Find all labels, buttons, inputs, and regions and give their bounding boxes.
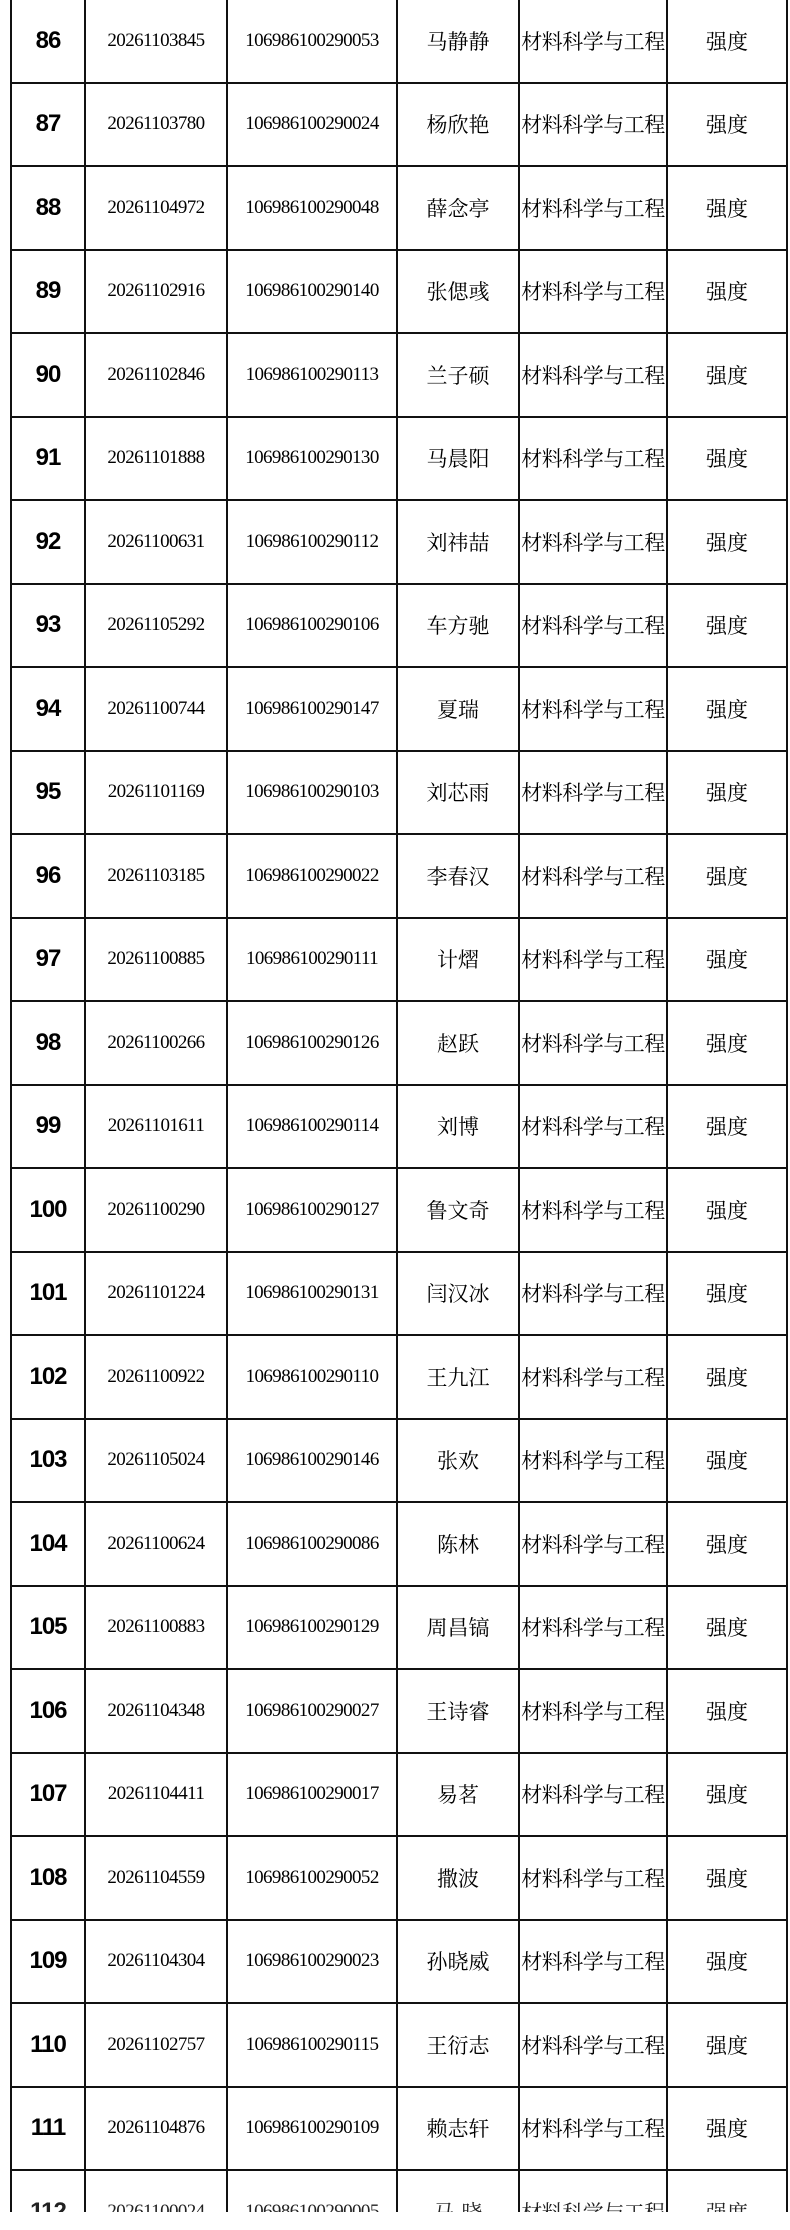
row-index-cell: 96	[11, 834, 85, 918]
exam-number-cell: 20261104876	[85, 2087, 227, 2171]
candidate-code-cell: 106986100290131	[227, 1252, 397, 1336]
major-cell: 材料科学与工程	[519, 1085, 667, 1169]
row-index-cell: 106	[11, 1669, 85, 1753]
row-index-cell: 103	[11, 1419, 85, 1503]
student-name-cell: 夏瑞	[397, 667, 519, 751]
table-row	[11, 333, 787, 417]
table-row	[11, 584, 787, 668]
major-cell: 材料科学与工程	[519, 1753, 667, 1837]
exam-number-cell: 20261100744	[85, 667, 227, 751]
table-row	[11, 1753, 787, 1837]
exam-number-cell: 20261100624	[85, 1502, 227, 1586]
direction-cell: 强度	[667, 834, 787, 918]
exam-number-cell: 20261103185	[85, 834, 227, 918]
student-name-cell: 鲁文奇	[397, 1168, 519, 1252]
direction-cell: 强度	[667, 83, 787, 167]
table-row	[11, 1920, 787, 2004]
exam-number-cell: 20261100922	[85, 1335, 227, 1419]
student-name-cell: 王诗睿	[397, 1669, 519, 1753]
major-cell: 材料科学与工程	[519, 1252, 667, 1336]
candidate-code-cell: 106986100290147	[227, 667, 397, 751]
exam-number-cell: 20261102846	[85, 333, 227, 417]
student-name-cell: 马晨阳	[397, 417, 519, 501]
candidate-code-cell: 106986100290111	[227, 918, 397, 1002]
direction-cell: 强度	[667, 417, 787, 501]
candidate-code-cell: 106986100290048	[227, 166, 397, 250]
candidate-code-cell: 106986100290129	[227, 1586, 397, 1670]
student-name-cell: 周昌镐	[397, 1586, 519, 1670]
direction-cell: 强度	[667, 1502, 787, 1586]
student-name-cell: 孙晓威	[397, 1920, 519, 2004]
direction-cell: 强度	[667, 918, 787, 1002]
table-row	[11, 83, 787, 167]
direction-cell: 强度	[667, 584, 787, 668]
row-index-cell: 91	[11, 417, 85, 501]
candidate-code-cell: 106986100290086	[227, 1502, 397, 1586]
student-name-cell: 王九江	[397, 1335, 519, 1419]
direction-cell: 强度	[667, 333, 787, 417]
candidate-code-cell: 106986100290106	[227, 584, 397, 668]
student-name-cell: 赖志轩	[397, 2087, 519, 2171]
direction-cell: 强度	[667, 1419, 787, 1503]
direction-cell: 强度	[667, 751, 787, 835]
major-cell: 材料科学与工程	[519, 1001, 667, 1085]
student-name-cell: 陈林	[397, 1502, 519, 1586]
direction-cell: 强度	[667, 0, 787, 83]
student-name-cell: 车方驰	[397, 584, 519, 668]
table-row	[11, 1586, 787, 1670]
table-row	[11, 1836, 787, 1920]
exam-number-cell: 20261103845	[85, 0, 227, 83]
major-cell: 材料科学与工程	[519, 250, 667, 334]
student-name-cell: 撒波	[397, 1836, 519, 1920]
row-index-cell: 110	[11, 2003, 85, 2087]
major-cell: 材料科学与工程	[519, 1502, 667, 1586]
candidate-code-cell: 106986100290114	[227, 1085, 397, 1169]
candidate-code-cell: 106986100290110	[227, 1335, 397, 1419]
direction-cell: 强度	[667, 1252, 787, 1336]
table-row	[11, 417, 787, 501]
candidate-code-cell: 106986100290115	[227, 2003, 397, 2087]
major-cell: 材料科学与工程	[519, 1168, 667, 1252]
major-cell: 材料科学与工程	[519, 834, 667, 918]
exam-number-cell: 20261104559	[85, 1836, 227, 1920]
direction-cell: 强度	[667, 2003, 787, 2087]
student-name-cell: 张欢	[397, 1419, 519, 1503]
exam-number-cell: 20261100290	[85, 1168, 227, 1252]
table-row	[11, 1252, 787, 1336]
candidate-code-cell: 106986100290140	[227, 250, 397, 334]
student-name-cell: 马静静	[397, 0, 519, 83]
table-row	[11, 751, 787, 835]
row-index-cell: 101	[11, 1252, 85, 1336]
candidate-code-cell: 106986100290112	[227, 500, 397, 584]
row-index-cell: 102	[11, 1335, 85, 1419]
major-cell: 材料科学与工程	[519, 1920, 667, 2004]
student-name-cell: 闫汉冰	[397, 1252, 519, 1336]
candidate-code-cell: 106986100290052	[227, 1836, 397, 1920]
student-name-cell: 王衍志	[397, 2003, 519, 2087]
major-cell: 材料科学与工程	[519, 918, 667, 1002]
major-cell: 材料科学与工程	[519, 0, 667, 83]
exam-number-cell: 20261102916	[85, 250, 227, 334]
row-index-cell: 99	[11, 1085, 85, 1169]
student-name-cell: 张偲彧	[397, 250, 519, 334]
candidate-code-cell: 106986100290023	[227, 1920, 397, 2004]
exam-number-cell: 20261104304	[85, 1920, 227, 2004]
student-name-cell: 薛念亭	[397, 166, 519, 250]
major-cell: 材料科学与工程	[519, 417, 667, 501]
major-cell: 材料科学与工程	[519, 1669, 667, 1753]
row-index-cell: 107	[11, 1753, 85, 1837]
exam-number-cell: 20261104972	[85, 166, 227, 250]
student-name-cell: 易茗	[397, 1753, 519, 1837]
table-row	[11, 0, 787, 83]
student-name-cell: 刘芯雨	[397, 751, 519, 835]
table-row	[11, 1001, 787, 1085]
major-cell: 材料科学与工程	[519, 1419, 667, 1503]
table-row	[11, 166, 787, 250]
major-cell: 材料科学与工程	[519, 667, 667, 751]
candidate-code-cell: 106986100290130	[227, 417, 397, 501]
direction-cell: 强度	[667, 1836, 787, 1920]
candidate-code-cell: 106986100290053	[227, 0, 397, 83]
direction-cell: 强度	[667, 1753, 787, 1837]
student-name-cell: 杨欣艳	[397, 83, 519, 167]
direction-cell: 强度	[667, 667, 787, 751]
student-name-cell: 李春汉	[397, 834, 519, 918]
row-index-cell: 92	[11, 500, 85, 584]
exam-number-cell: 20261100631	[85, 500, 227, 584]
candidate-code-cell: 106986100290113	[227, 333, 397, 417]
row-index-cell: 98	[11, 1001, 85, 1085]
row-index-cell: 88	[11, 166, 85, 250]
table-row	[11, 667, 787, 751]
candidate-code-cell: 106986100290022	[227, 834, 397, 918]
table-row	[11, 834, 787, 918]
major-cell: 材料科学与工程	[519, 333, 667, 417]
direction-cell: 强度	[667, 1085, 787, 1169]
direction-cell: 强度	[667, 1335, 787, 1419]
row-index-cell: 94	[11, 667, 85, 751]
table-row	[11, 918, 787, 1002]
major-cell: 材料科学与工程	[519, 751, 667, 835]
direction-cell: 强度	[667, 1586, 787, 1670]
major-cell: 材料科学与工程	[519, 83, 667, 167]
table-row	[11, 250, 787, 334]
page-bottom-edge	[0, 2212, 790, 2230]
roster-body	[11, 0, 787, 2230]
direction-cell: 强度	[667, 1920, 787, 2004]
candidate-code-cell: 106986100290017	[227, 1753, 397, 1837]
table-row	[11, 2087, 787, 2171]
exam-number-cell: 20261101611	[85, 1085, 227, 1169]
exam-number-cell: 20261100883	[85, 1586, 227, 1670]
candidate-code-cell: 106986100290024	[227, 83, 397, 167]
direction-cell: 强度	[667, 250, 787, 334]
direction-cell: 强度	[667, 1168, 787, 1252]
exam-number-cell: 20261101169	[85, 751, 227, 835]
major-cell: 材料科学与工程	[519, 1335, 667, 1419]
row-index-cell: 111	[11, 2087, 85, 2171]
exam-number-cell: 20261100266	[85, 1001, 227, 1085]
major-cell: 材料科学与工程	[519, 500, 667, 584]
row-index-cell: 86	[11, 0, 85, 83]
row-index-cell: 93	[11, 584, 85, 668]
table-row	[11, 1335, 787, 1419]
exam-number-cell: 20261104348	[85, 1669, 227, 1753]
student-name-cell: 兰子硕	[397, 333, 519, 417]
major-cell: 材料科学与工程	[519, 166, 667, 250]
direction-cell: 强度	[667, 1669, 787, 1753]
direction-cell: 强度	[667, 2087, 787, 2171]
exam-number-cell: 20261105024	[85, 1419, 227, 1503]
table-row	[11, 500, 787, 584]
exam-number-cell: 20261102757	[85, 2003, 227, 2087]
exam-number-cell: 20261105292	[85, 584, 227, 668]
student-name-cell: 刘祎喆	[397, 500, 519, 584]
exam-number-cell: 20261103780	[85, 83, 227, 167]
row-index-cell: 97	[11, 918, 85, 1002]
row-index-cell: 105	[11, 1586, 85, 1670]
table-row	[11, 1085, 787, 1169]
exam-number-cell: 20261104411	[85, 1753, 227, 1837]
table-row	[11, 2003, 787, 2087]
row-index-cell: 108	[11, 1836, 85, 1920]
candidate-code-cell: 106986100290103	[227, 751, 397, 835]
row-index-cell: 90	[11, 333, 85, 417]
candidate-code-cell: 106986100290127	[227, 1168, 397, 1252]
candidate-code-cell: 106986100290109	[227, 2087, 397, 2171]
direction-cell: 强度	[667, 500, 787, 584]
row-index-cell: 109	[11, 1920, 85, 2004]
table-row	[11, 1168, 787, 1252]
table-row	[11, 1669, 787, 1753]
major-cell: 材料科学与工程	[519, 2003, 667, 2087]
table-row	[11, 1419, 787, 1503]
row-index-cell: 95	[11, 751, 85, 835]
candidate-code-cell: 106986100290126	[227, 1001, 397, 1085]
student-name-cell: 赵跃	[397, 1001, 519, 1085]
major-cell: 材料科学与工程	[519, 584, 667, 668]
candidate-code-cell: 106986100290027	[227, 1669, 397, 1753]
direction-cell: 强度	[667, 1001, 787, 1085]
student-name-cell: 计熠	[397, 918, 519, 1002]
row-index-cell: 104	[11, 1502, 85, 1586]
major-cell: 材料科学与工程	[519, 1836, 667, 1920]
row-index-cell: 87	[11, 83, 85, 167]
row-index-cell: 89	[11, 250, 85, 334]
row-index-cell: 100	[11, 1168, 85, 1252]
admission-roster-table	[10, 0, 788, 2230]
major-cell: 材料科学与工程	[519, 1586, 667, 1670]
student-name-cell: 刘博	[397, 1085, 519, 1169]
exam-number-cell: 20261100885	[85, 918, 227, 1002]
exam-number-cell: 20261101888	[85, 417, 227, 501]
exam-number-cell: 20261101224	[85, 1252, 227, 1336]
table-row	[11, 1502, 787, 1586]
major-cell: 材料科学与工程	[519, 2087, 667, 2171]
direction-cell: 强度	[667, 166, 787, 250]
candidate-code-cell: 106986100290146	[227, 1419, 397, 1503]
